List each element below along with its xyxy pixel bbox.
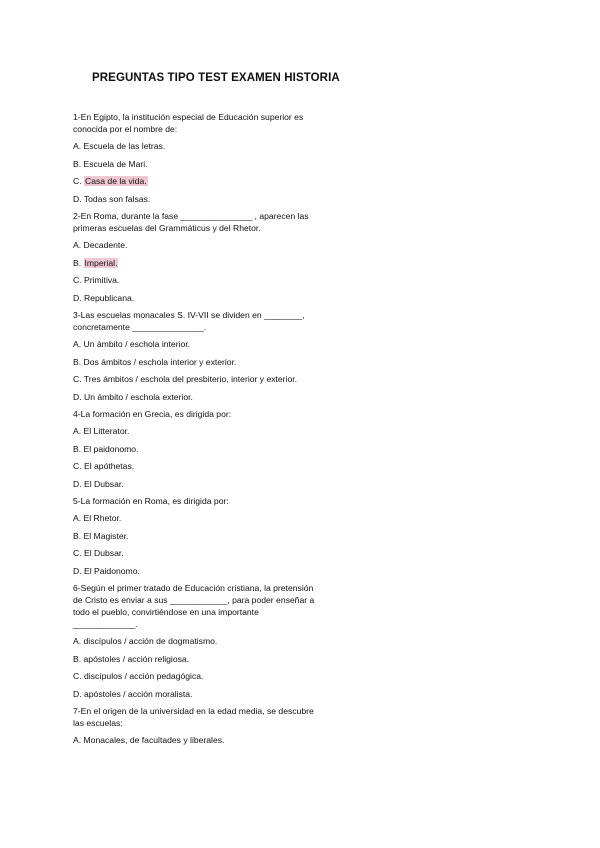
option-letter: C. [73,671,82,681]
option-letter: B. [73,257,82,268]
option-text: apóstoles / acción religiosa. [83,653,190,664]
option-letter: B. [73,530,82,541]
question-4-option-d [73,478,373,490]
question-4-option-b [73,443,373,455]
question-3-option-a [73,338,373,350]
option-text: Tres ámbitos / eschola del presbiterio, interior y exterior. [83,374,298,384]
highlighted-answer: Casa de la vida. [84,176,147,186]
option-text: El Litterator. [83,426,130,436]
question-6-option-b [73,653,373,665]
option-text: El Magister. [83,530,129,541]
option-letter: D. [73,292,82,303]
option-text: El Dubsar. [83,478,124,489]
option-letter: A. [73,636,82,646]
question-1-option-c [73,175,373,187]
option-letter: B. [73,158,82,169]
question-7-option-a [73,734,373,746]
question-3-text: 3-Las escuelas monacales S. IV-VII se dividen en ________, concretamente _______________. [73,310,305,332]
option-text: El paidonomo. [83,443,139,454]
question-2-option-b [73,257,373,269]
option-text: Decadente. [83,240,128,250]
question-7-text: 7-En el origen de la universidad en la edad media, se descubre las escuelas: [73,706,314,728]
option-letter: B. [73,443,82,454]
option-letter: C. [73,548,82,558]
question-5-option-a [73,512,373,524]
question-5-text: 5-La formación en Roma, es dirigida por: [73,496,229,506]
option-letter: A. [73,513,82,523]
option-letter: A. [73,141,82,151]
option-text: El Paidonomo. [83,565,140,576]
option-text: Republicana. [83,292,135,303]
option-letter: D. [73,193,82,204]
option-letter: C. [73,176,82,186]
option-letter: D. [73,688,82,699]
option-text: Escuela de Mari. [83,158,148,169]
question-1-option-b [73,158,373,170]
option-text: Primitiva. [83,275,120,285]
question-2-option-d [73,292,373,304]
option-letter: A. [73,240,82,250]
option-text: El Dubsar. [83,548,124,558]
option-text: apóstoles / acción moralista. [83,688,193,699]
option-text: discípulos / acción de dogmatismo. [83,636,218,646]
question-6-option-c [73,670,373,682]
option-letter: D. [73,391,82,402]
question-1-text: 1-En Egipto, la institución especial de Educación superior es conocida por el nombre de: [73,112,304,134]
question-4-text: 4-La formación en Grecia, es dirigida por: [73,409,232,419]
option-text: Un ámbito / eschola interior. [83,339,191,349]
option-letter: B. [73,653,82,664]
question-6-option-d [73,688,373,700]
option-letter: C. [73,461,82,471]
option-letter: D. [73,478,82,489]
option-text: Un ámbito / eschola exterior. [83,391,193,402]
option-letter: A. [73,426,82,436]
option-letter: C. [73,275,82,285]
option-text: El Rhetor. [83,513,122,523]
option-text: Escuela de las letras. [83,141,166,151]
question-6-option-a [73,635,373,647]
option-letter: C. [73,374,82,384]
question-5-option-d [73,565,373,577]
question-2-text: 2-En Roma, durante la fase _______________ , aparecen las primeras escuelas del Grammáticus y del Rhetor. [73,211,309,233]
option-letter: A. [73,735,82,745]
question-3-option-c [73,373,373,385]
question-1-option-d [73,193,373,205]
option-letter: A. [73,339,82,349]
option-text: Monacales, de facultades y liberales. [83,735,225,745]
question-6-text: 6-Según el primer tratado de Educación cristiana, la pretensión de Cristo es enviar a sus ____________, para poder enseñar a todo el pueblo, convirtiéndose en una importante _____________. [73,583,315,629]
question-list [73,111,373,752]
question-4-option-c [73,460,373,472]
option-text: Dos ámbitos / eschola interior y exterior. [83,356,237,367]
question-3-option-b [73,356,373,368]
option-text: discípulos / acción pedagógica. [83,671,204,681]
page-title: PREGUNTAS TIPO TEST EXAMEN HISTORIA [92,72,340,84]
option-text: El apóthetas. [83,461,135,471]
highlighted-answer: Imperial. [84,257,118,268]
question-4-option-a [73,425,373,437]
question-1-option-a [73,140,373,152]
option-letter: D. [73,565,82,576]
question-5-option-c [73,547,373,559]
question-5-option-b [73,530,373,542]
question-3-option-d [73,391,373,403]
option-text: Todas son falsas. [83,193,151,204]
option-letter: B. [73,356,82,367]
question-2-option-a [73,239,373,251]
question-2-option-c [73,274,373,286]
